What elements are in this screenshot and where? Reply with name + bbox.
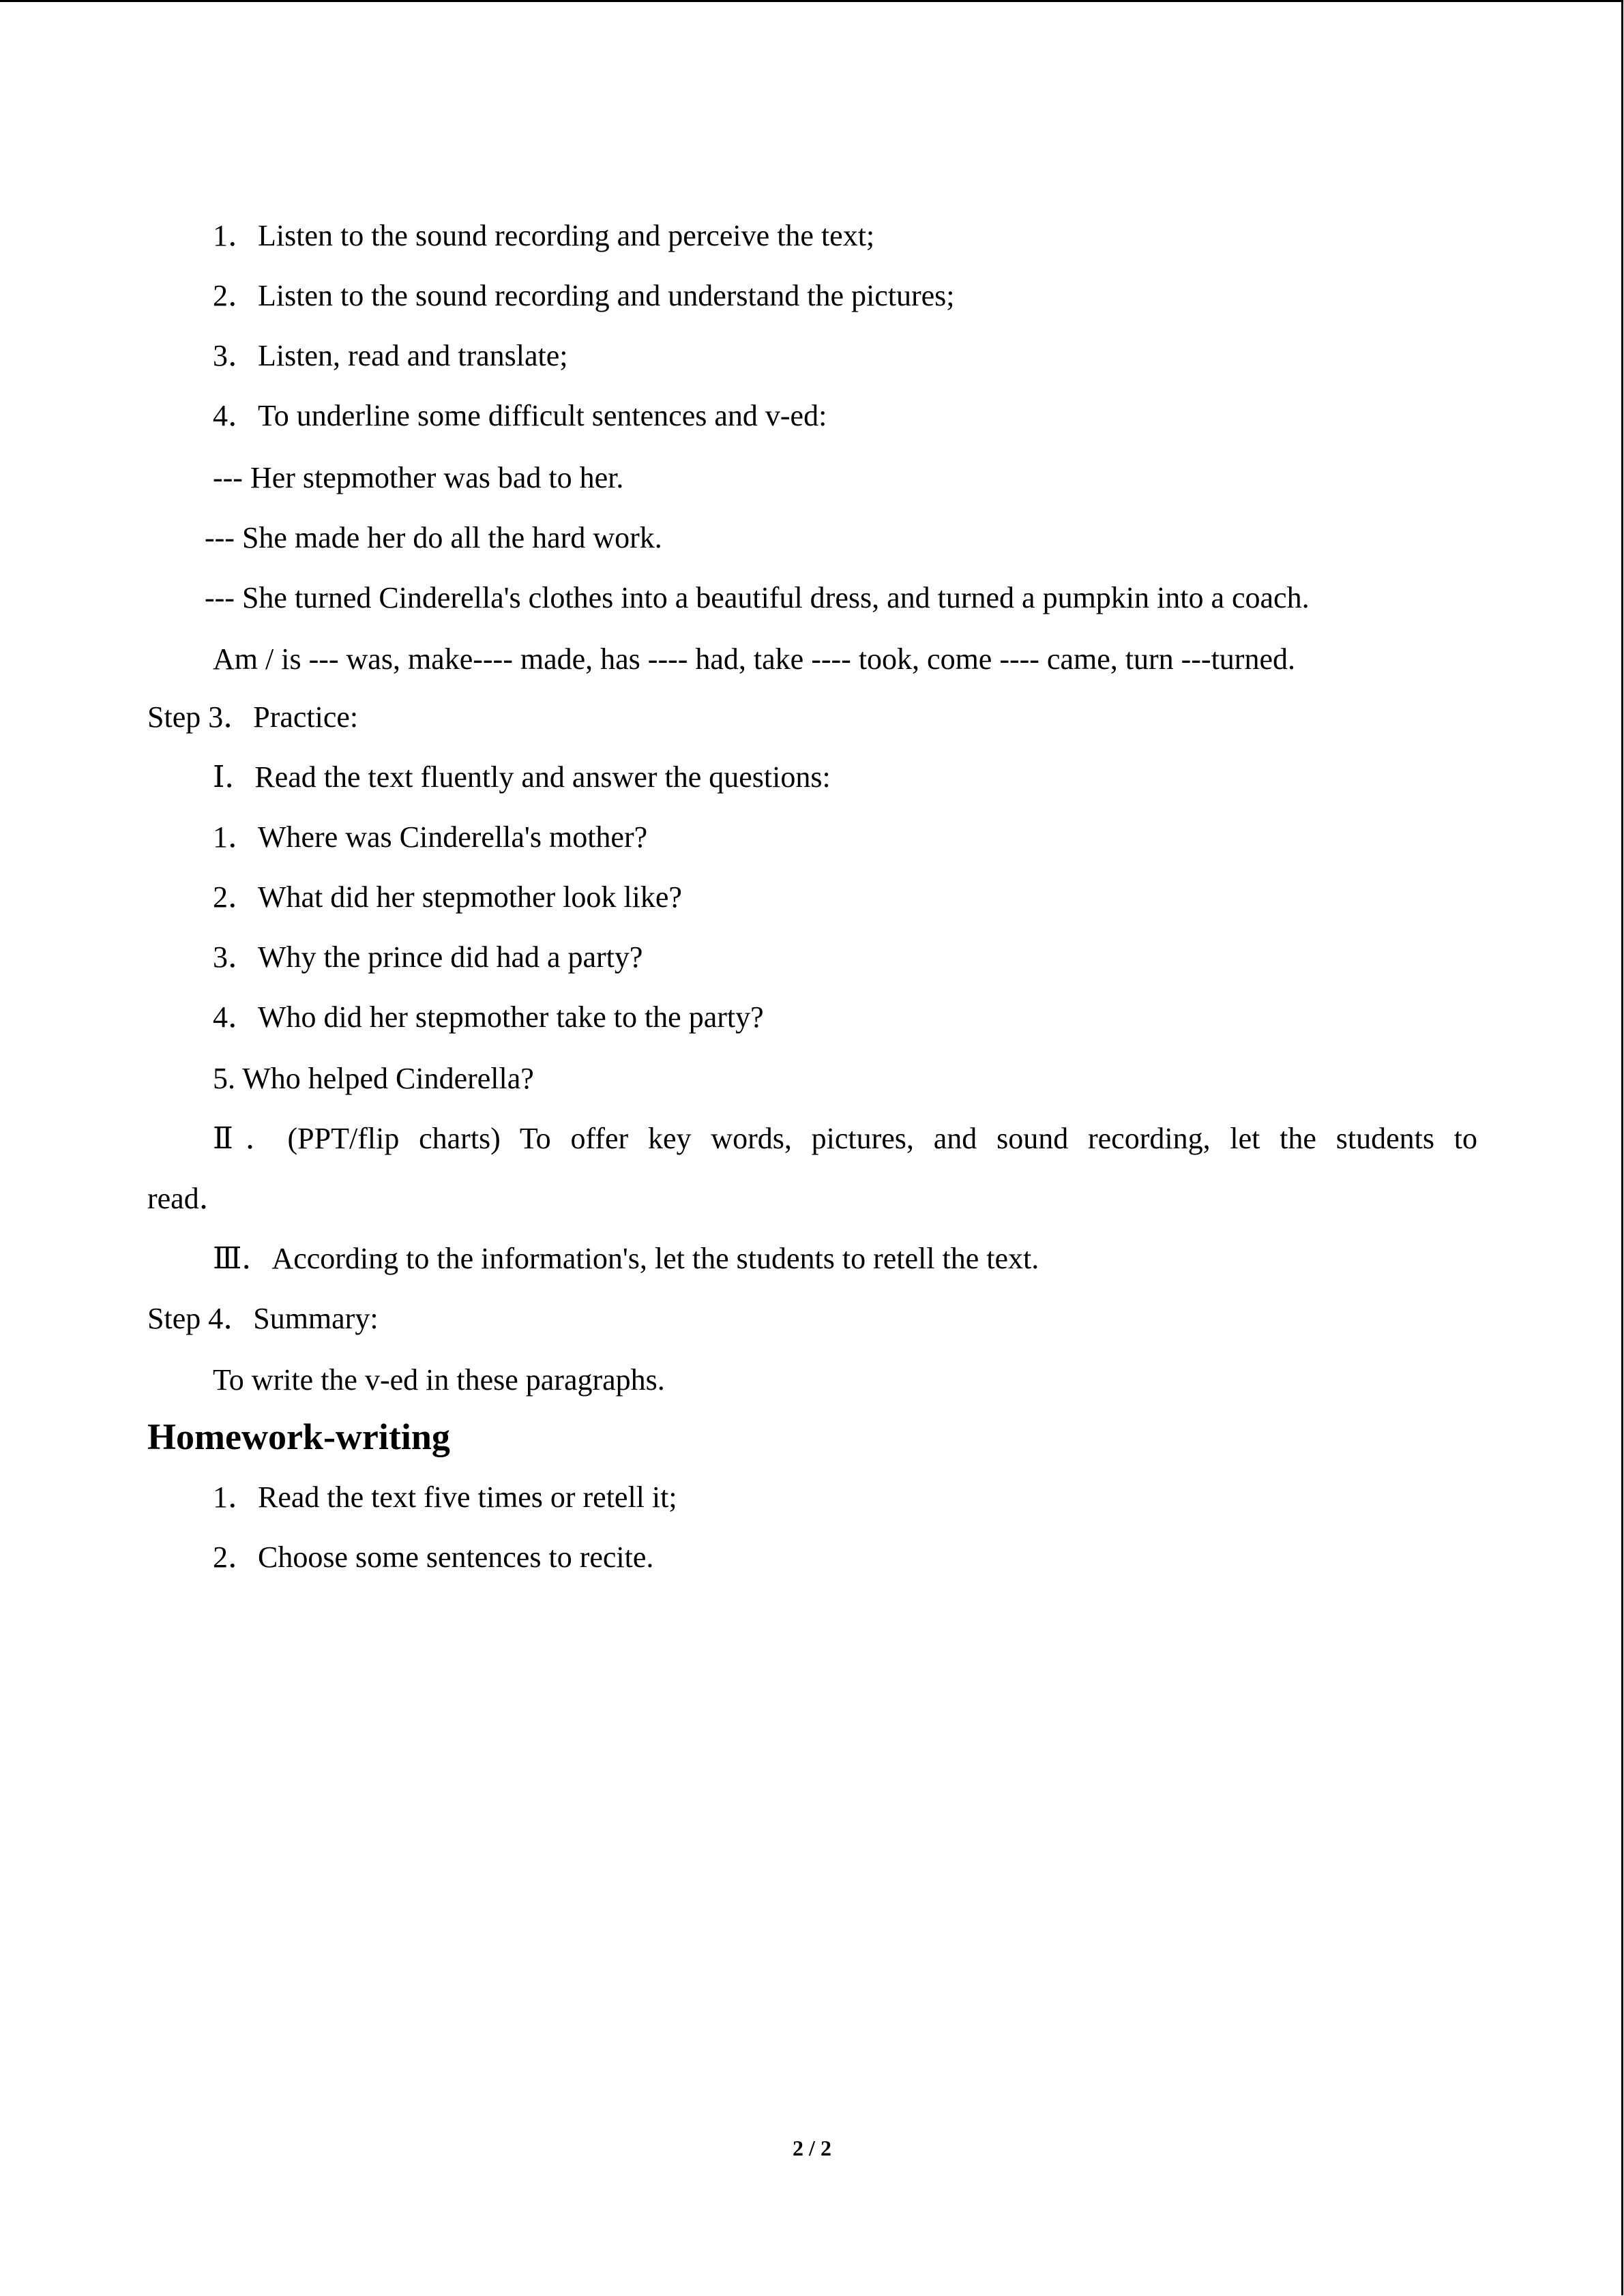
step3-part1: Ⅰ．Read the text fluently and answer the questions: [213,760,831,794]
step2-item-3: 3．Listen, read and translate; [213,339,568,372]
homework-item-2: 2．Choose some sentences to recite. [213,1540,654,1574]
page-number: 2 / 2 [793,2136,831,2160]
homework-heading: Homework-writing [147,1416,450,1457]
question-4: 4．Who did her stepmother take to the party? [213,1000,764,1034]
step4-text: To write the v-ed in these paragraphs. [213,1363,665,1397]
example-sentence-1: --- Her stepmother was bad to her. [213,461,624,494]
verb-forms: Am / is --- was, make---- made, has ---- had, take ---- took, come ---- came, turn ---turned. [213,642,1295,676]
question-1: 1．Where was Cinderella's mother? [213,820,648,854]
example-sentence-2: --- She made her do all the hard work. [205,521,662,554]
step2-item-2: 2．Listen to the sound recording and understand the pictures; [213,279,955,312]
homework-item-1: 1．Read the text five times or retell it; [213,1480,677,1514]
step2-item-1: 1．Listen to the sound recording and perceive the text; [213,219,875,252]
step3-part2-line2: read． [147,1182,229,1215]
step3-title: Step 3．Practice: [147,700,359,734]
example-sentence-3: --- She turned Cinderella's clothes into a beautiful dress, and turned a pumpkin into a coach. [205,581,1310,614]
question-3: 3．Why the prince did had a party? [213,940,643,974]
step4-title: Step 4．Summary: [147,1302,379,1335]
step3-part3: Ⅲ．According to the information's, let the students to retell the text. [213,1242,1039,1275]
question-5: 5. Who helped Cinderella? [213,1062,534,1095]
step3-part2-line1: Ⅱ．(PPT/flip charts) To offer key words, pictures, and sound recording, let the students to [213,1122,1477,1155]
step2-item-4: 4．To underline some difficult sentences and v-ed: [213,399,827,432]
question-2: 2．What did her stepmother look like? [213,880,682,914]
